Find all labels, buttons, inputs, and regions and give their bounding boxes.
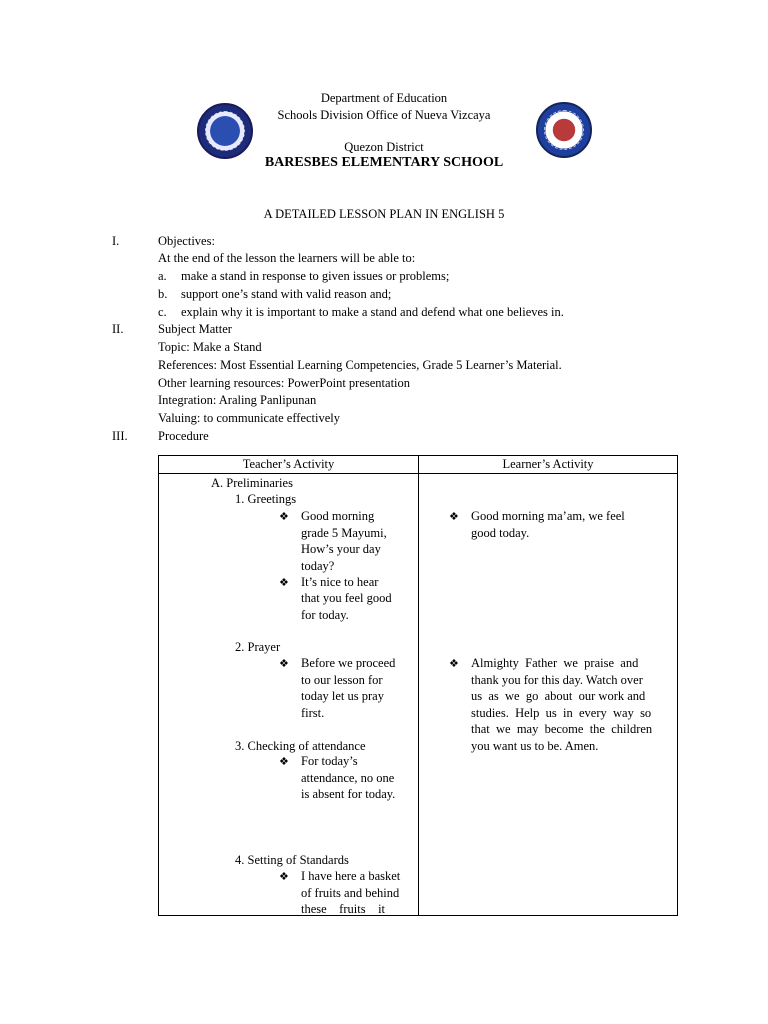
teacher-line: How’s your day <box>301 542 381 556</box>
teacher-line: attendance, no one <box>301 771 395 785</box>
objective-item: support one’s stand with valid reason and; <box>181 287 392 301</box>
teacher-line: that you feel good <box>301 591 392 605</box>
procedure-table <box>158 455 678 916</box>
learner-line: Good morning ma’am, we feel <box>471 509 625 523</box>
preliminaries-label: A. Preliminaries <box>211 476 293 490</box>
learner-activity-cell <box>419 474 678 916</box>
objectives-intro: At the end of the lesson the learners will be able to: <box>158 251 416 265</box>
teacher-line: today? <box>301 559 335 573</box>
learner-line: that we may become the children <box>471 722 653 736</box>
learner-line: you want us to be. Amen. <box>471 739 599 753</box>
procedure-heading: Procedure <box>158 429 209 443</box>
teacher-line: is absent for today. <box>301 787 396 801</box>
diamond-bullet-icon: ❖ <box>279 871 289 883</box>
subject-integration: Integration: Araling Panlipunan <box>158 393 317 407</box>
teacher-line: for today. <box>301 608 349 622</box>
section-number-3: III. <box>112 429 128 443</box>
teacher-activity-header: Teacher’s Activity <box>159 456 419 474</box>
teacher-line: of fruits and behind <box>301 886 400 900</box>
diamond-bullet-icon: ❖ <box>279 511 289 523</box>
objective-letter: b. <box>158 287 168 301</box>
objective-letter: a. <box>158 269 167 283</box>
diamond-bullet-icon: ❖ <box>279 658 289 670</box>
step-greetings: 1. Greetings <box>235 492 297 506</box>
learner-line: us as we go about our work and <box>471 689 646 703</box>
subject-topic: Topic: Make a Stand <box>158 340 262 354</box>
subject-matter-heading: Subject Matter <box>158 322 232 336</box>
teacher-line: For today’s <box>301 754 358 768</box>
objective-item: make a stand in response to given issues or problems; <box>181 269 450 283</box>
objective-letter: c. <box>158 305 167 319</box>
diamond-bullet-icon: ❖ <box>449 511 459 523</box>
subject-other-resources: Other learning resources: PowerPoint presentation <box>158 376 411 390</box>
section-number-1: I. <box>112 234 120 248</box>
teacher-line: Good morning <box>301 509 375 523</box>
step-setting-standards: 4. Setting of Standards <box>235 853 349 867</box>
learner-line: studies. Help us in every way so <box>471 706 652 720</box>
teacher-line: It’s nice to hear <box>301 575 379 589</box>
teacher-line: these fruits it <box>301 902 386 916</box>
teacher-line: to our lesson for <box>301 673 383 687</box>
objectives-heading: Objectives: <box>158 234 215 248</box>
lesson-plan-title: A DETAILED LESSON PLAN IN ENGLISH 5 <box>263 207 505 221</box>
step-attendance: 3. Checking of attendance <box>235 739 366 753</box>
teacher-line: I have here a basket <box>301 869 401 883</box>
teacher-line: today let us pray <box>301 689 384 703</box>
diamond-bullet-icon: ❖ <box>449 658 459 670</box>
section-number-2: II. <box>112 322 124 336</box>
teacher-activity-cell <box>159 474 419 916</box>
subject-references: References: Most Essential Learning Competencies, Grade 5 Learner’s Material. <box>158 358 562 372</box>
header-division: Schools Division Office of Nueva Vizcaya <box>277 108 491 122</box>
learner-activity-header: Learner’s Activity <box>419 456 678 474</box>
header-district: Quezon District <box>344 140 424 154</box>
diamond-bullet-icon: ❖ <box>279 577 289 589</box>
learner-line: good today. <box>471 526 530 540</box>
learner-line: Almighty Father we praise and <box>471 656 639 670</box>
header-department: Department of Education <box>320 91 448 105</box>
step-prayer: 2. Prayer <box>235 640 281 654</box>
diamond-bullet-icon: ❖ <box>279 756 289 768</box>
teacher-line: Before we proceed <box>301 656 396 670</box>
school-name: BARESBES ELEMENTARY SCHOOL <box>264 155 504 170</box>
subject-valuing: Valuing: to communicate effectively <box>158 411 341 425</box>
teacher-line: first. <box>301 706 325 720</box>
objective-item: explain why it is important to make a stand and defend what one believes in. <box>181 305 564 319</box>
teacher-line: grade 5 Mayumi, <box>301 526 387 540</box>
learner-line: thank you for this day. Watch over <box>471 673 643 687</box>
